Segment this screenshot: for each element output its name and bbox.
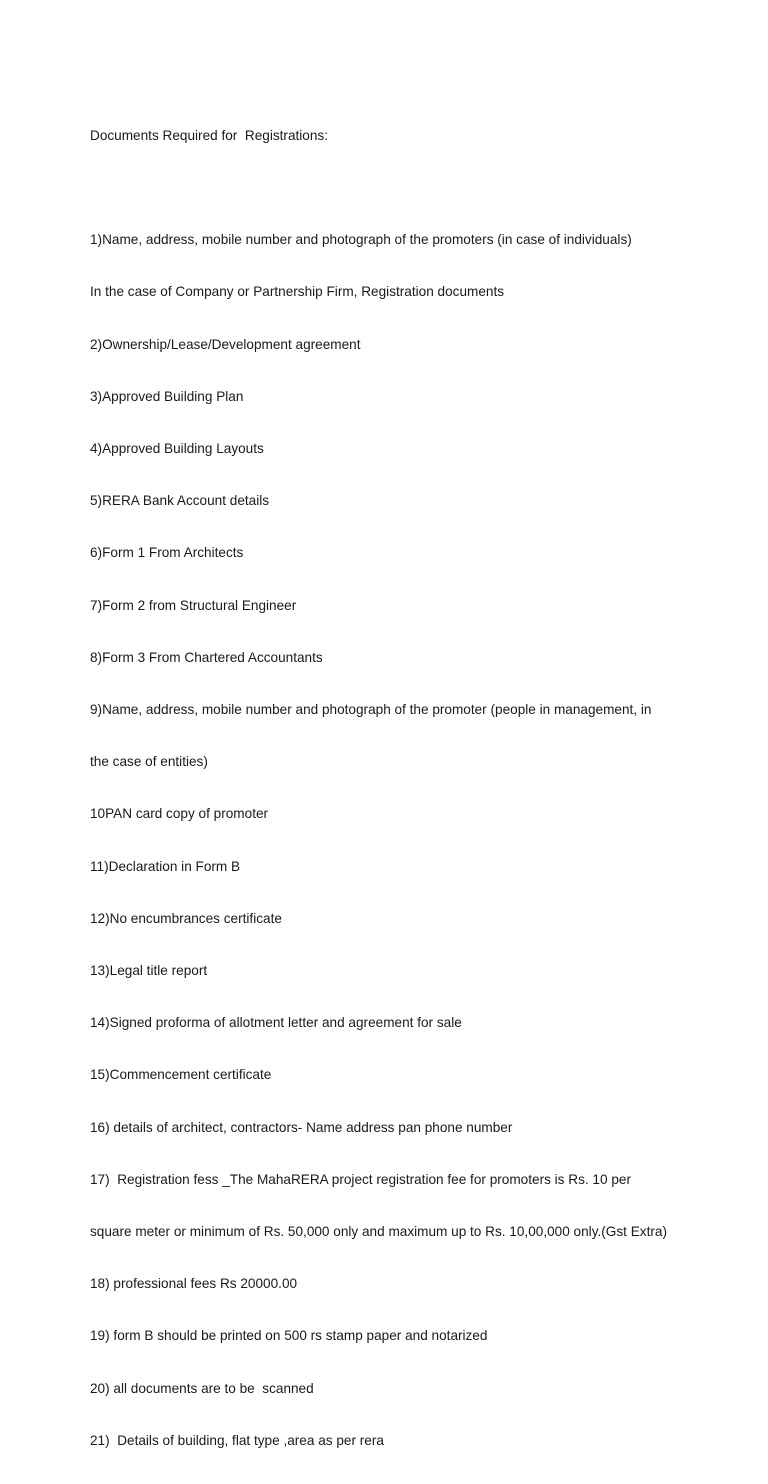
document-body	[90, 92, 690, 1484]
document-line: 5)RERA Bank Account details	[90, 493, 270, 509]
document-line: 19) form B should be printed on 500 rs stamp paper and notarized	[90, 1328, 488, 1344]
document-line: 4)Approved Building Layouts	[90, 441, 264, 457]
document-line: 20) all documents are to be scanned	[90, 1380, 314, 1396]
document-line: 7)Form 2 from Structural Engineer	[90, 597, 297, 613]
document-line: 11)Declaration in Form B	[90, 858, 241, 874]
blank-line	[90, 179, 690, 196]
document-line: 14)Signed proforma of allotment letter and agreement for sale	[90, 1015, 462, 1031]
document-line: 6)Form 1 From Architects	[90, 545, 244, 561]
document-line: In the case of Company or Partnership Firm, Registration documents	[90, 284, 505, 300]
document-line: square meter or minimum of Rs. 50,000 only and maximum up to Rs. 10,00,000 only.(Gst Extra)	[90, 1224, 667, 1240]
document-heading: Documents Required for Registrations:	[90, 127, 328, 143]
document-line: 3)Approved Building Plan	[90, 388, 244, 404]
document-line: 21) Details of building, flat type ,area as per rera	[90, 1432, 384, 1448]
document-line: 12)No encumbrances certificate	[90, 910, 282, 926]
document-line: 15)Commencement certificate	[90, 1067, 272, 1083]
document-line: 16) details of architect, contractors- Name address pan phone number	[90, 1119, 513, 1135]
document-line: 1)Name, address, mobile number and photograph of the promoters (in case of individuals)	[90, 232, 632, 248]
document-line: 2)Ownership/Lease/Development agreement	[90, 336, 361, 352]
document-line: 9)Name, address, mobile number and photograph of the promoter (people in management, in	[90, 702, 652, 718]
document-line: the case of entities)	[90, 754, 208, 770]
document-line: 8)Form 3 From Chartered Accountants	[90, 649, 323, 665]
document-line: 13)Legal title report	[90, 963, 208, 979]
document-line: 18) professional fees Rs 20000.00	[90, 1276, 298, 1292]
document-line: 17) Registration fess _The MahaRERA project registration fee for promoters is Rs. 10 per	[90, 1171, 631, 1187]
document-line: 10PAN card copy of promoter	[90, 806, 269, 822]
